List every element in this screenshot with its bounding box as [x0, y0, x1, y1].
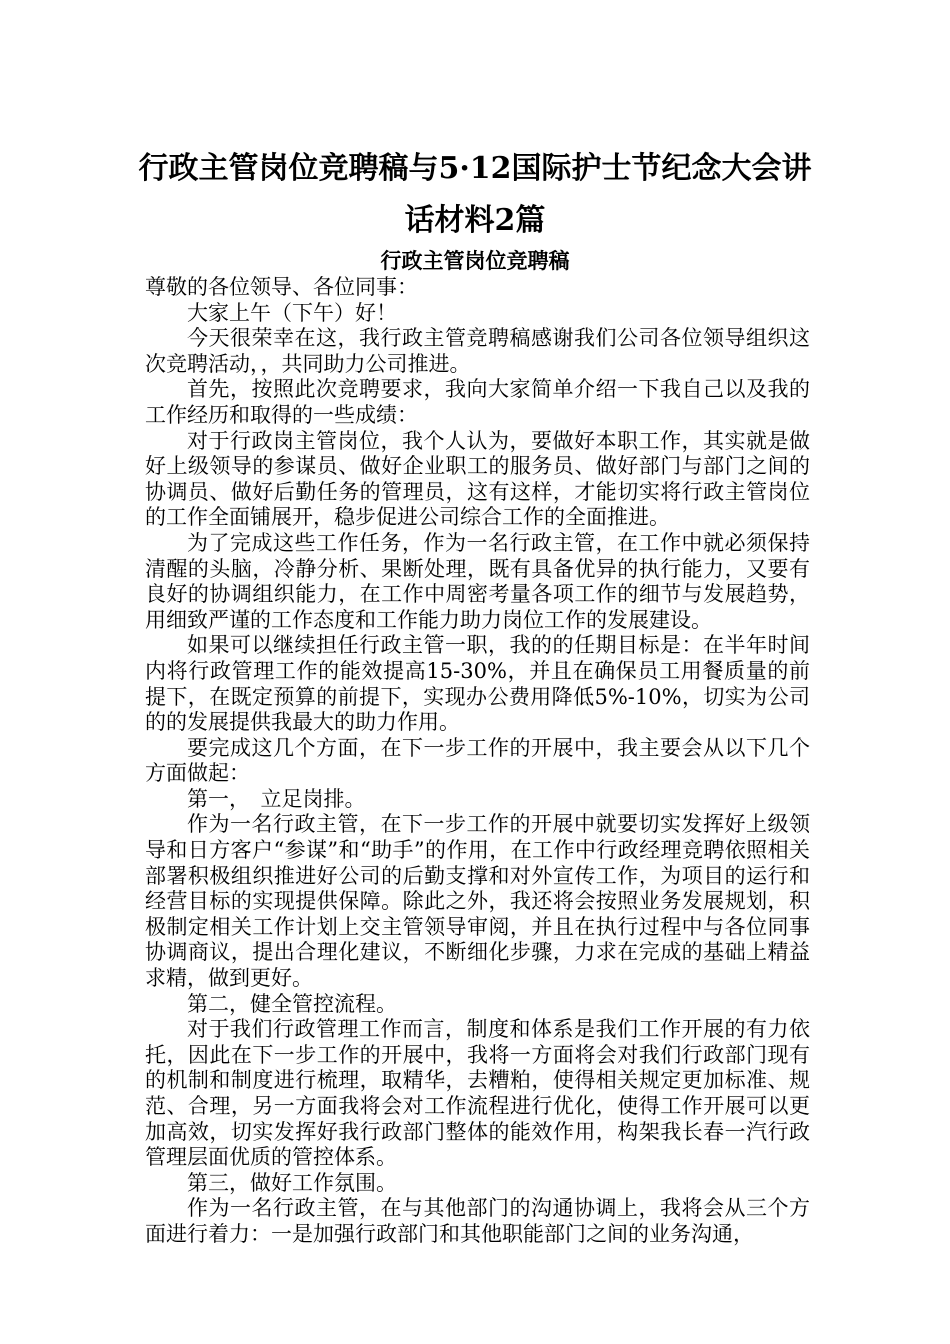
paragraph: 为了完成这些工作任务，作为一名行政主管，在工作中就必须保持清醒的头脑，冷静分析、果断处理，既有具备优异的执行能力，又要有良好的协调组织能力，在工作中周密考量各项工作的细节与发展趋势，用细致严谨的工作态度和工作能力助力岗位工作的发展建设。 — [145, 530, 810, 632]
paragraph: 作为一名行政主管，在与其他部门的沟通协调上，我将会从三个方面进行着力：一是加强行政部门和其他职能部门之间的业务沟通， — [145, 1196, 810, 1246]
subheading: 第一， 立足岗排。 — [187, 786, 366, 811]
paragraph: 如果可以继续担任行政主管一职，我的的任期目标是：在半年时间内将行政管理工作的能效提高15-30%，并且在确保员工用餐质量的前提下，在既定预算的前提下，实现办公费用降低5%-10%，切实为公司的的发展提供我最大的助力作用。 — [145, 633, 810, 735]
paragraph: 首先，按照此次竞聘要求，我向大家简单介绍一下我自己以及我的工作经历和取得的一些成绩： — [145, 377, 810, 427]
paragraph: 对于我们行政管理工作而言，制度和体系是我们工作开展的有力依托，因此在下一步工作的开展中，我将一方面将会对我们行政部门现有的机制和制度进行梳理，取精华，去糟粕，使得相关规定更加标准、规范、合理，另一方面我将会对工作流程进行优化，使得工作开展可以更加高效，切实发挥好我行政部门整体的能效作用，构架我长春一汽行政管理层面优质的管控体系。 — [145, 1017, 810, 1170]
section-title: 行政主管岗位竞聘稿 — [380, 248, 570, 273]
subheading: 第二，健全管控流程。 — [187, 991, 397, 1016]
paragraph: 要完成这几个方面，在下一步工作的开展中，我主要会从以下几个方面做起： — [145, 735, 810, 786]
document-title: 行政主管岗位竞聘稿与5·12国际护士节纪念大会讲话材料2篇 — [138, 151, 812, 238]
paragraph: 今天很荣幸在这，我行政主管竞聘稿感谢我们公司各位领导组织这次竞聘活动，，共同助力公司推进。 — [145, 326, 810, 376]
subheading: 第三，做好工作氛围。 — [187, 1170, 397, 1195]
paragraph: 大家上午（下午）好！ — [187, 300, 397, 325]
paragraph: 作为一名行政主管，在下一步工作的开展中就要切实发挥好上级领导和日方客户“参谋”和“助手”的作用，在工作中行政经理竞聘依照相关部署积极组织推进好公司的后勤支撑和对外宣传工作，为项目的运行和经营目标的实现提供保障。除此之外，我还将会按照业务发展规划，积极制定相关工作计划上交主管领导审阅，并且在执行过程中与各位同事协调商议，提出合理化建议，不断细化步骤，力求在完成的基础上精益求精，做到更好。 — [145, 812, 810, 991]
paragraph: 对于行政岗主管岗位，我个人认为，要做好本职工作，其实就是做好上级领导的参谋员、做好企业职工的服务员、做好部门与部门之间的协调员、做好后勤任务的管理员，这有这样，才能切实将行政主管岗位的工作全面铺展开，稳步促进公司综合工作的全面推进。 — [145, 428, 810, 530]
document-body — [145, 275, 810, 1248]
salutation: 尊敬的各位领导、各位同事： — [145, 275, 418, 299]
